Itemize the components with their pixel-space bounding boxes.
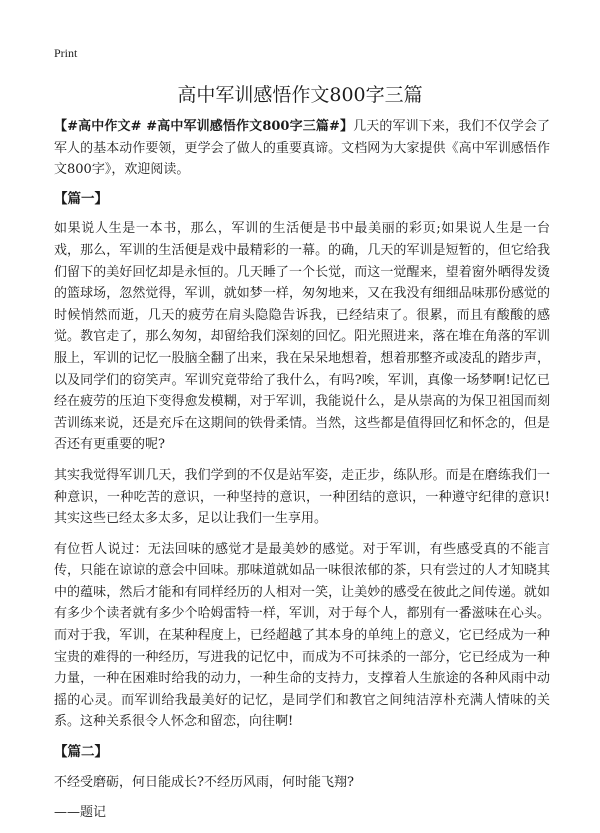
section-1-paragraph-1: 如果说人生是一本书，那么，军训的生活便是书中最美丽的彩页;如果说人生是一台戏，那么，军训的生活便是戏中最精彩的一幕。的确，几天的军训是短暂的，但它给我们留下的美好回忆却是永恒的。几天睡了一个长觉，而这一觉醒来，望着窗外晒得发烫的篮球场，忽然觉得，军训，就如梦一样，匆匆地来，又在我没有细细品味那份感觉的时候悄然而逝，几天的疲劳在肩头隐隐告诉我，已经结束了。很累，而且有酸酸的感觉。教官走了，那么匆匆，却留给我们深刻的回忆。阳光照进来，落在堆在角落的军训服上，军训的记忆一股脑全翻了出来，我在呆呆地想着，想着那整齐或凌乱的踏步声，以及同学们的窃笑声。军训究竟带给了我什么，有吗?唉，军训，真像一场梦啊!记忆已经在疲劳的压迫下变得愈发模糊，对于军训，我能说什么，是从崇高的为保卫祖国而刻苦训练来说，还是充斥在这期间的铁骨柔情。当然，这些都是值得回忆和怀念的，但是否还有更重要的呢? bbox=[54, 221, 550, 453]
intro-tags: 【#高中作文# #高中军训感悟作文800字三篇#】 bbox=[54, 119, 354, 134]
intro-text: 几天的军训下来，我们不仅学会了军人的基本动作要领，更学会了做人的重要真谛。文档网为大家提供《高中军训感悟作文800字》，欢迎阅读。 bbox=[54, 119, 550, 178]
document-title: 高中军训感悟作文800字三篇 bbox=[177, 84, 423, 106]
section-heading-2: 【篇二】 bbox=[54, 744, 108, 761]
section-heading-1: 【篇一】 bbox=[54, 190, 108, 207]
section-2-epigraph-attribution: ——题记 bbox=[54, 805, 107, 821]
section-1-paragraph-2: 其实我觉得军训几天，我们学到的不仅是站军姿，走正步，练队形。而是在磨练我们一种意识，一种吃苦的意识，一种坚持的意识，一种团结的意识，一种遵守纪律的意识!其实这些已经太多太多，足以让我们一生享用。 bbox=[54, 467, 550, 527]
document-body bbox=[54, 116, 550, 833]
section-2-paragraph-1: 不经受磨砺，何日能成长?不经历风雨，何时能飞翔? bbox=[54, 774, 354, 790]
section-1-paragraph-3: 有位哲人说过：无法回味的感觉才是最美妙的感觉。对于军训，有些感受真的不能言传，只能在谅谅的意会中回味。那味道就如品一味很浓郁的茶，只有尝过的人才知晓其中的蕴味，然后才能和有同样经历的人相对一笑，让美妙的感受在彼此之间传递。就如有多少个读者就有多少个哈姆雷特一样，军训，对于每个人，都别有一番滋味在心头。而对于我，军训，在某种程度上，已经超越了其本身的单纯上的意义，它已经成为一种宝贵的难得的一种经历，写进我的记忆中，而成为不可抹杀的一部分，它已经成为一种力量，一种在困难时给我的动力，一种生命的支持力，支撑着人生旅途的各种风雨中动摇的心灵。而军训给我最美好的记忆，是同学们和教官之间纯洁淳朴充满人情味的关系。这种关系很令人怀念和留恋，向往啊! bbox=[54, 541, 550, 730]
intro-paragraph bbox=[54, 116, 550, 181]
print-link[interactable]: Print bbox=[54, 46, 78, 60]
